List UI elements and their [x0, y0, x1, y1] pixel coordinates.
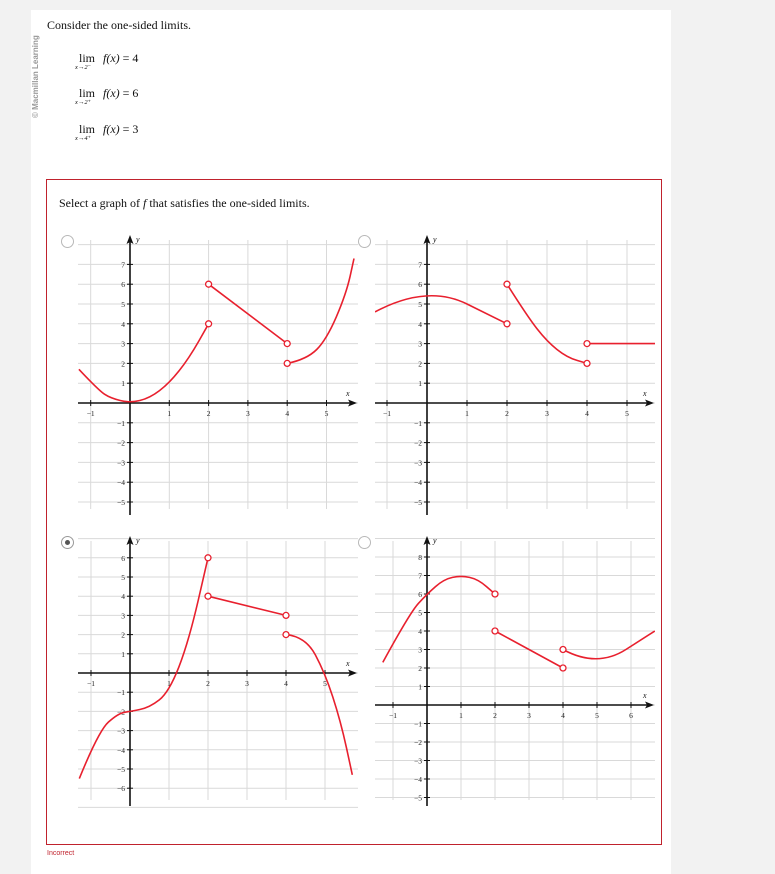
y-tick-label: −1 — [414, 418, 422, 428]
open-point — [560, 665, 566, 671]
x-tick-label: 4 — [284, 679, 288, 688]
open-point — [205, 555, 211, 561]
x-tick-label: 4 — [561, 711, 565, 720]
function-curve — [375, 296, 507, 324]
x-tick-label: 3 — [246, 409, 250, 418]
x-tick-label: 5 — [323, 679, 327, 688]
y-tick-label: 6 — [121, 553, 125, 563]
y-tick-label: −5 — [414, 498, 422, 507]
limit-subscript: x→2⁻ — [75, 64, 92, 71]
y-axis-label: y — [433, 235, 437, 244]
prompt-text: Select a graph of f that satisfies the one-sided limits. — [59, 196, 310, 210]
x-tick-label: 5 — [324, 409, 329, 418]
x-tick-label: 1 — [459, 711, 463, 720]
y-tick-label: 2 — [121, 630, 125, 640]
y-tick-label: −5 — [117, 498, 125, 507]
x-tick-label: 3 — [545, 409, 549, 418]
y-tick-label: 1 — [418, 682, 422, 692]
open-point — [284, 341, 290, 347]
y-tick-label: 6 — [418, 280, 422, 290]
y-tick-label: 1 — [121, 649, 125, 659]
question-text: Consider the one-sided limits. — [47, 18, 191, 32]
x-tick-label: 1 — [167, 409, 172, 418]
status-message: Incorrect — [47, 850, 75, 857]
x-tick-label: 2 — [206, 679, 210, 688]
x-tick-label: 6 — [629, 711, 633, 720]
graph-svg — [78, 232, 358, 517]
x-tick-label: −1 — [389, 711, 397, 720]
y-tick-label: 7 — [121, 260, 125, 270]
y-tick-label: −2 — [117, 707, 125, 717]
x-axis-label: x — [643, 389, 647, 398]
x-tick-label: −1 — [87, 679, 95, 688]
y-tick-label: 4 — [121, 592, 125, 602]
open-point — [492, 628, 498, 634]
graph-svg — [78, 533, 358, 808]
open-point — [206, 321, 212, 327]
y-tick-label: 2 — [418, 359, 422, 369]
y-tick-label: −6 — [117, 784, 125, 794]
function-curve — [79, 558, 208, 779]
y-axis-label: y — [136, 235, 140, 244]
y-tick-label: −3 — [117, 458, 125, 468]
limit-subscript: x→4⁺ — [75, 135, 92, 142]
y-tick-label: 1 — [121, 379, 125, 389]
x-tick-label: 1 — [167, 679, 171, 688]
y-tick-label: 6 — [418, 590, 422, 599]
x-tick-label: 2 — [505, 409, 509, 418]
graph-svg — [375, 232, 655, 517]
y-tick-label: 8 — [418, 553, 422, 562]
option-c-radio[interactable] — [61, 536, 74, 549]
x-axis-label: x — [643, 691, 647, 700]
y-tick-label: −3 — [414, 756, 422, 766]
graph-svg — [375, 533, 655, 808]
y-tick-label: 5 — [418, 608, 422, 618]
x-tick-label: 3 — [527, 711, 531, 720]
y-tick-label: −1 — [117, 688, 125, 698]
y-tick-label: 3 — [121, 611, 125, 621]
open-point — [205, 593, 211, 599]
watermark — [31, 10, 43, 120]
open-point — [504, 321, 510, 327]
y-tick-label: 5 — [418, 300, 422, 309]
y-tick-label: −2 — [414, 738, 422, 747]
y-tick-label: −1 — [117, 418, 125, 428]
limit-expression-3: lim x→4⁺ f(x) = 3 — [75, 122, 139, 142]
y-tick-label: −4 — [117, 478, 125, 488]
x-tick-label: −1 — [383, 409, 391, 418]
graph-option-b[interactable] — [375, 232, 655, 522]
y-tick-label: −4 — [414, 478, 422, 488]
y-tick-label: 5 — [121, 300, 125, 309]
x-tick-label: 4 — [585, 409, 589, 418]
x-axis-label: x — [346, 659, 350, 668]
open-point — [283, 632, 289, 638]
y-tick-label: 2 — [121, 359, 125, 369]
y-tick-label: 5 — [121, 573, 125, 582]
watermark-text: © Macmillan Learning — [31, 35, 40, 118]
y-axis-label: y — [433, 536, 437, 545]
function-curve — [286, 635, 352, 775]
y-tick-label: 7 — [418, 571, 422, 581]
y-tick-label: 7 — [418, 260, 422, 270]
y-tick-label: 4 — [418, 319, 422, 329]
y-tick-label: −2 — [117, 438, 125, 448]
y-tick-label: 6 — [121, 280, 125, 290]
x-tick-label: 2 — [206, 409, 211, 418]
open-point — [283, 612, 289, 618]
y-tick-label: 4 — [121, 319, 125, 329]
y-tick-label: 3 — [121, 339, 125, 349]
x-tick-label: 1 — [465, 409, 469, 418]
x-tick-label: −1 — [86, 409, 95, 418]
graph-option-c[interactable] — [78, 533, 358, 813]
y-tick-label: −5 — [414, 793, 422, 803]
function-curve — [287, 259, 354, 364]
limit-subscript: x→2⁺ — [75, 99, 92, 106]
x-tick-label: 4 — [285, 409, 290, 418]
graph-option-d[interactable] — [375, 533, 655, 813]
open-point — [584, 341, 590, 347]
y-tick-label: −5 — [117, 765, 125, 774]
open-point — [206, 281, 212, 287]
y-tick-label: 3 — [418, 339, 422, 349]
open-point — [492, 591, 498, 597]
open-point — [504, 281, 510, 287]
limit-expression-1: lim x→2⁻ f(x) = 4 — [75, 51, 139, 71]
option-d-radio[interactable] — [358, 536, 371, 549]
open-point — [560, 647, 566, 653]
open-point — [584, 360, 590, 366]
x-tick-label: 5 — [595, 711, 599, 720]
y-tick-label: 3 — [418, 645, 422, 655]
y-tick-label: −1 — [414, 719, 422, 729]
y-tick-label: 1 — [418, 379, 422, 389]
y-tick-label: −3 — [117, 726, 125, 736]
function-curve — [563, 631, 655, 659]
y-tick-label: −4 — [414, 775, 422, 784]
x-tick-label: 3 — [245, 679, 249, 688]
y-tick-label: −3 — [414, 458, 422, 468]
function-curve — [79, 324, 209, 402]
x-tick-label: 5 — [625, 409, 629, 418]
limit-expression-2: lim x→2⁺ f(x) = 6 — [75, 86, 139, 106]
option-b-radio[interactable] — [358, 235, 371, 248]
y-tick-label: −2 — [414, 438, 422, 448]
y-tick-label: 2 — [418, 664, 422, 673]
y-axis-label: y — [136, 536, 140, 545]
x-tick-label: 2 — [493, 711, 497, 720]
y-tick-label: −4 — [117, 745, 125, 755]
x-axis-label: x — [346, 389, 350, 398]
y-tick-label: 4 — [418, 627, 422, 636]
option-a-radio[interactable] — [61, 235, 74, 248]
graph-option-a[interactable] — [78, 232, 358, 522]
open-point — [284, 360, 290, 366]
